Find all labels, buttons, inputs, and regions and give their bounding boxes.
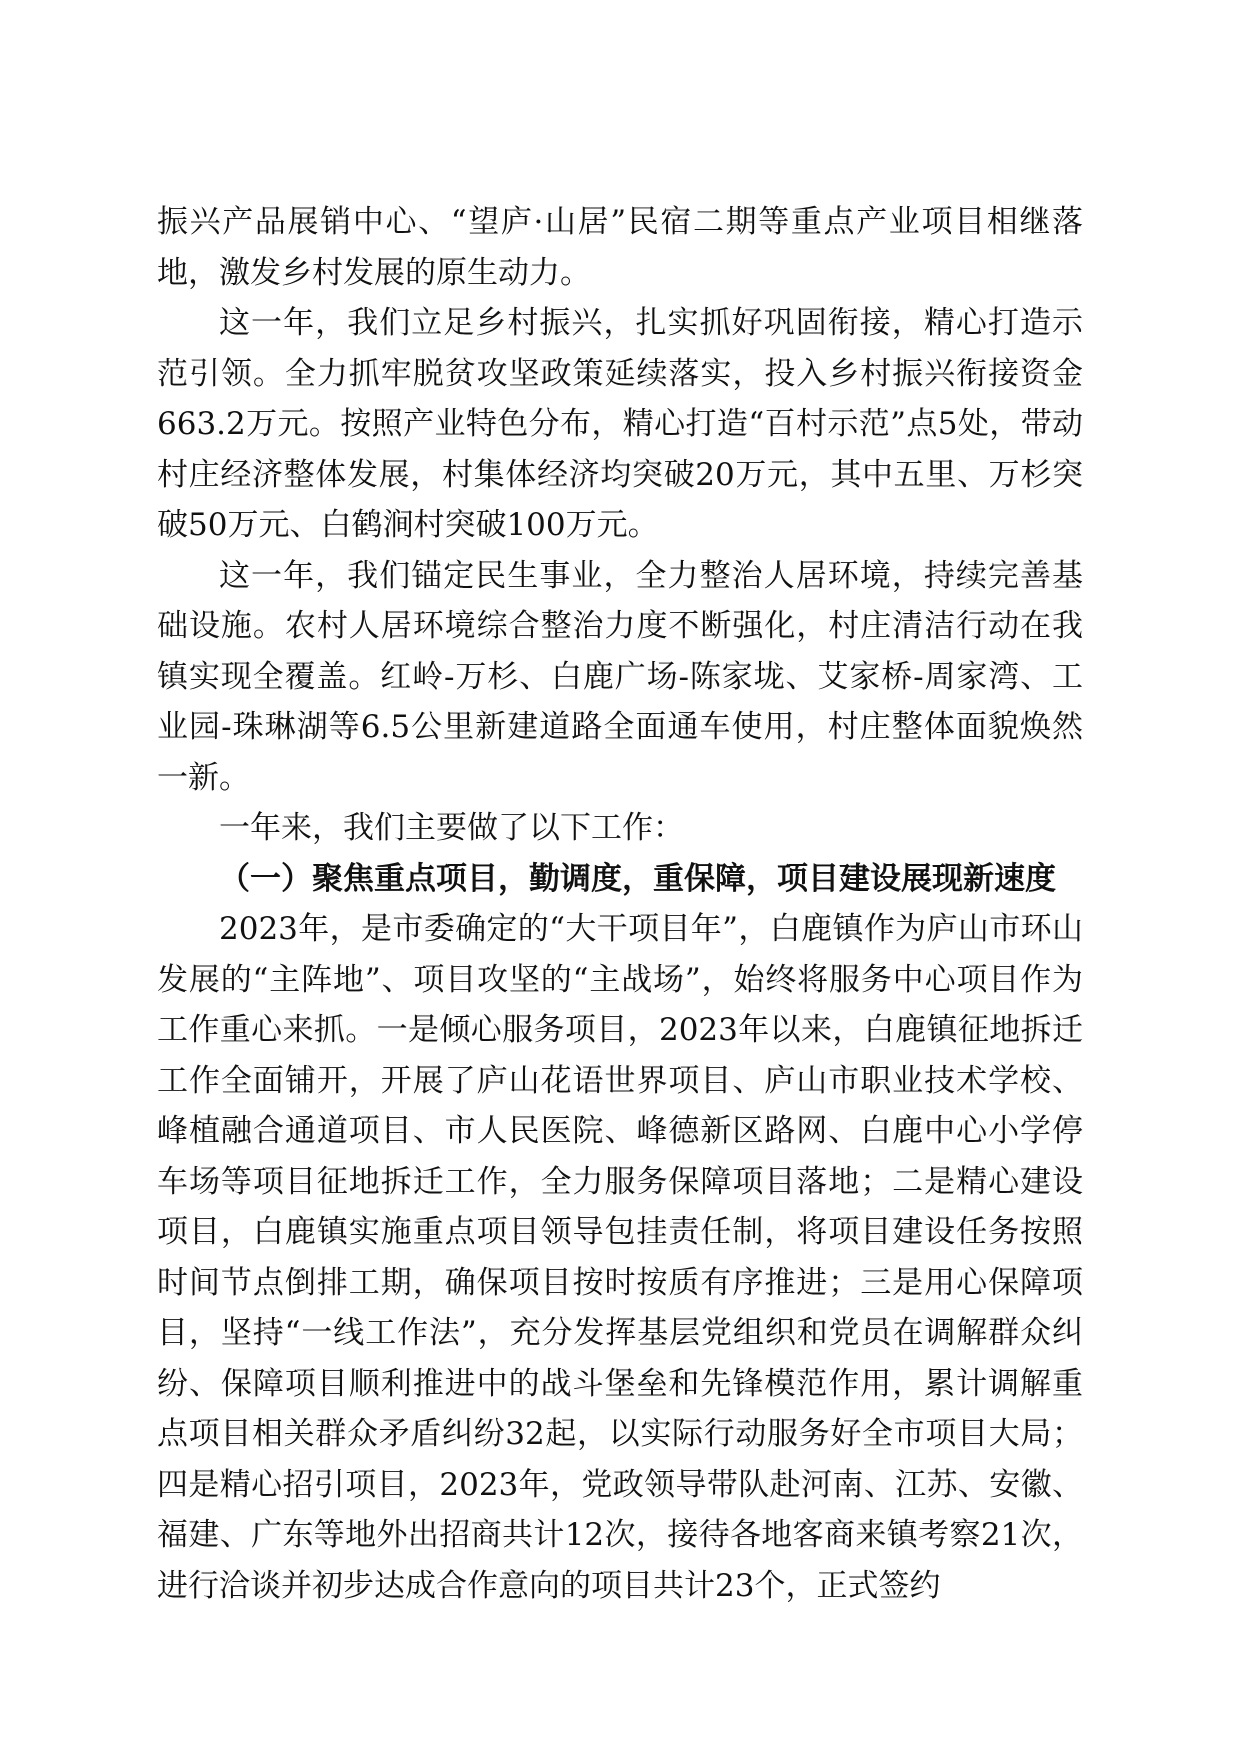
paragraph-rural-revitalization: 这一年，我们立足乡村振兴，扎实抓好巩固衔接，精心打造示范引领。全力抓牢脱贫攻坚政策延续落实，投入乡村振兴衔接资金663.2万元。按照产业特色分布，精心打造“百村示范”点5处，带动村庄经济整体发展，村集体经济均突破20万元，其中五里、万杉突破50万元、白鹤涧村突破100万元。 <box>157 305 1083 543</box>
paragraph-continuation: 振兴产品展销中心、“望庐·山居”民宿二期等重点产业项目相继落地，激发乡村发展的原生动力。 <box>157 204 1083 291</box>
section-heading-key-projects: （一）聚焦重点项目，勤调度，重保障，项目建设展现新速度 <box>219 860 1056 897</box>
paragraph-living-environment: 这一年，我们锚定民生事业，全力整治人居环境，持续完善基础设施。农村人居环境综合整治力度不断强化，村庄清洁行动在我镇实现全覆盖。红岭-万杉、白鹿广场-陈家垅、艾家桥-周家湾、工业园-珠琳湖等6.5公里新建道路全面通车使用，村庄整体面貌焕然一新。 <box>157 557 1083 796</box>
paragraph-key-projects: 2023年，是市委确定的“大干项目年”，白鹿镇作为庐山市环山发展的“主阵地”、项目攻坚的“主战场”，始终将服务中心项目作为工作重心来抓。一是倾心服务项目，2023年以来，白鹿镇征地拆迁工作全面铺开，开展了庐山花语世界项目、庐山市职业技术学校、峰植融合通道项目、市人民医院、峰德新区路网、白鹿中心小学停车场等项目征地拆迁工作，全力服务保障项目落地；二是精心建设项目，白鹿镇实施重点项目领导包挂责任制，将项目建设任务按照时间节点倒排工期，确保项目按时按质有序推进；三是用心保障项目，坚持“一线工作法”，充分发挥基层党组织和党员在调解群众纠纷、保障项目顺利推进中的战斗堡垒和先锋模范作用，累计调解重点项目相关群众矛盾纠纷32起，以实际行动服务好全市项目大局；四是精心招引项目，2023年，党政领导带队赴河南、江苏、安徽、福建、广东等地外出招商共计12次，接待各地客商来镇考察21次，进行洽谈并初步达成合作意向的项目共计23个，正式签约 <box>157 911 1083 1604</box>
document-body <box>157 197 1083 1611</box>
paragraph-work-intro: 一年来，我们主要做了以下工作： <box>219 810 684 846</box>
